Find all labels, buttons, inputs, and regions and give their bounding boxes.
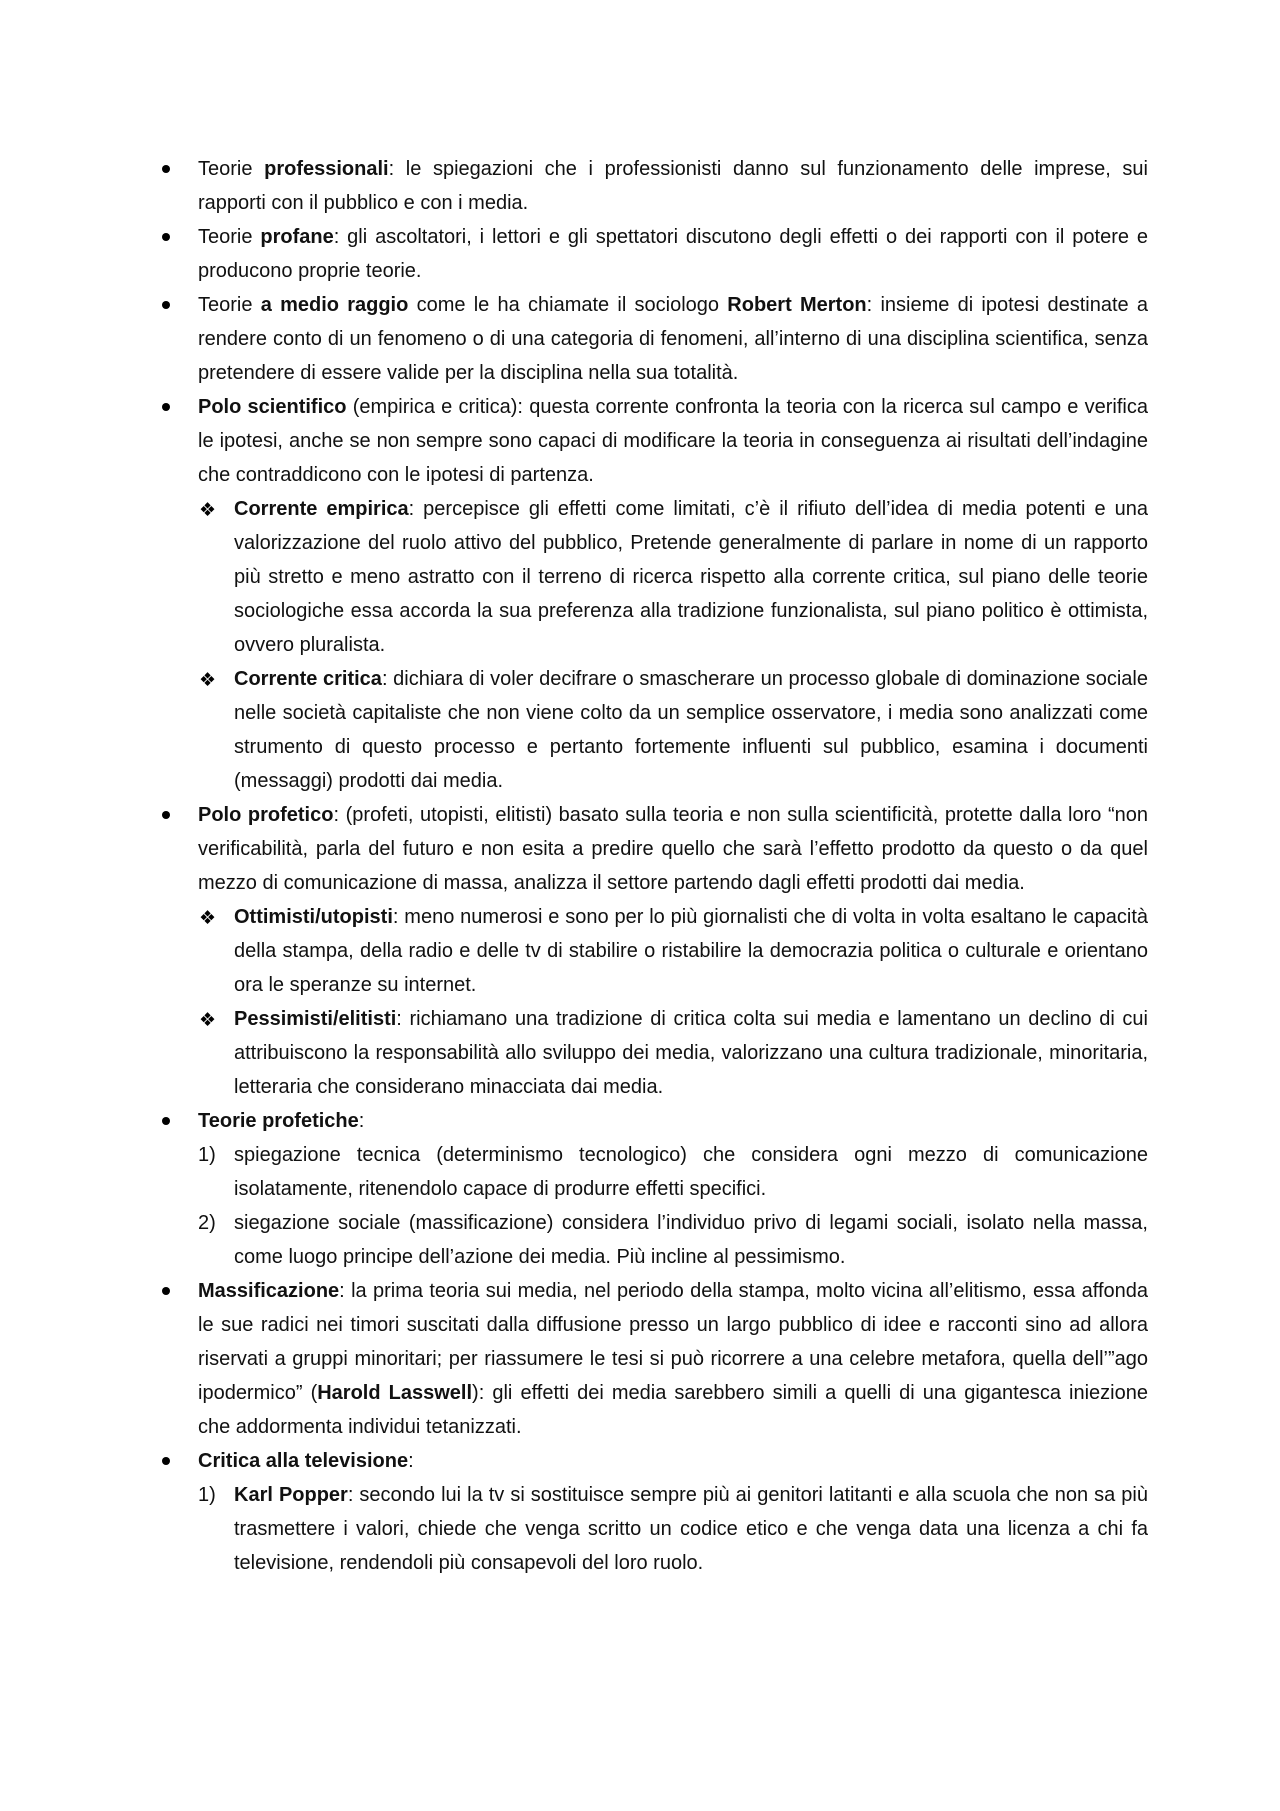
sub-item-text: : dichiara di voler decifrare o smascherare un processo globale di dominazione sociale nelle società capitaliste che non viene colto da un semplice osservatore, i media sono analizzati come strumento di questo processo e pertanto fortemente influenti sul pubblico, esamina i documenti (messaggi) prodotti dai media. <box>234 668 1148 792</box>
bullet-icon <box>162 403 170 411</box>
item-person: Robert Merton <box>727 294 867 316</box>
item-text: : la prima teoria sui media, nel periodo della stampa, molto vicina all’elitismo, essa affonda le sue radici nei timori suscitati dalla diffusione presso un largo pubblico di idee e racconti sino ad allora riservati a gruppi minoritari; per riassumere le tesi si può ricorrere a una celebre metafora, quella dell’”ago ipodermico” ( <box>198 1280 1148 1404</box>
item-text: : <box>408 1450 414 1472</box>
item-term: professionali <box>264 158 389 180</box>
bullet-icon <box>162 301 170 309</box>
list-item-polo-profetico <box>160 798 1148 1104</box>
item-term: a medio raggio <box>260 294 409 316</box>
four-diamond-icon: ❖ <box>199 669 217 691</box>
sub-item-term: Ottimisti/utopisti <box>234 906 393 928</box>
sub-item-corrente-empirica <box>198 492 1148 662</box>
list-item-massificazione <box>160 1274 1148 1444</box>
item-person: Harold Lasswell <box>317 1382 473 1404</box>
numbered-item-2 <box>198 1206 1148 1274</box>
bullet-list <box>160 152 1148 1580</box>
numbered-item-1 <box>198 1478 1148 1580</box>
item-term: Teorie profetiche <box>198 1110 359 1132</box>
list-item-teorie-medio-raggio <box>160 288 1148 390</box>
bullet-icon <box>162 165 170 173</box>
item-term: Massificazione <box>198 1280 340 1302</box>
list-item-polo-scientifico <box>160 390 1148 798</box>
item-text: : le spiegazioni che i professionisti danno sul funzionamento delle imprese, sui rapporti con il pubblico e con i media. <box>198 158 1148 214</box>
item-term: profane <box>260 226 334 248</box>
item-text: : insieme di ipotesi destinate a rendere conto di un fenomeno o di una categoria di fenomeni, all’interno di una disciplina scientifica, senza pretendere di essere valide per la disciplina nella sua totalità. <box>198 294 1149 384</box>
bullet-icon <box>162 1117 170 1125</box>
item-text: (empirica e critica): questa corrente confronta la teoria con la ricerca sul campo e verifica le ipotesi, anche se non sempre sono capaci di modificare la teoria in conseguenza ai risultati dell’indagine che contraddicono con le ipotesi di partenza. <box>198 396 1148 486</box>
item-person: Karl Popper <box>234 1484 348 1506</box>
item-term: Critica alla televisione <box>198 1450 409 1472</box>
list-item-teorie-professionali <box>160 152 1148 220</box>
four-diamond-icon: ❖ <box>199 907 217 929</box>
item-term: Polo scientifico <box>198 396 347 418</box>
item-text: : gli ascoltatori, i lettori e gli spettatori discutono degli effetti o dei rapporti con il potere e producono proprie teorie. <box>198 226 1148 282</box>
sub-item-ottimisti <box>198 900 1148 1002</box>
item-number: 1) <box>198 1484 216 1506</box>
item-text: : <box>358 1110 365 1132</box>
four-diamond-icon: ❖ <box>199 1009 217 1031</box>
item-text: Teorie <box>198 158 265 180</box>
sub-item-term: Corrente critica <box>234 668 382 690</box>
list-item-teorie-profetiche <box>160 1104 1148 1274</box>
sub-item-pessimisti <box>198 1002 1148 1104</box>
four-diamond-icon: ❖ <box>199 499 217 521</box>
sub-item-text: : meno numerosi e sono per lo più giornalisti che di volta in volta esaltano le capacità della stampa, della radio e delle tv di stabilire o ristabilire la democrazia politica o culturale e orientano ora le speranze su internet. <box>234 906 1148 996</box>
item-text: Teorie <box>198 294 261 316</box>
item-term: Polo profetico <box>198 804 334 826</box>
item-number: 1) <box>198 1144 216 1166</box>
numbered-item-text: : secondo lui la tv si sostituisce sempre più ai genitori latitanti e alla scuola che non sa più trasmettere i valori, chiede che venga scritto un codice etico e che venga data una licenza a chi fa televisione, rendendoli più consapevoli del loro ruolo. <box>234 1484 1149 1574</box>
sub-item-corrente-critica <box>198 662 1148 798</box>
numbered-item-text: siegazione sociale (massificazione) considera l’individuo privo di legami sociali, isolato nella massa, come luogo principe dell’azione dei media. Più incline al pessimismo. <box>234 1212 1148 1268</box>
bullet-icon <box>162 233 170 241</box>
list-item-teorie-profane <box>160 220 1148 288</box>
item-text: Teorie <box>198 226 261 248</box>
item-number: 2) <box>198 1212 216 1234</box>
numbered-item-text: spiegazione tecnica (determinismo tecnologico) che considera ogni mezzo di comunicazione isolatamente, ritenendolo capace di produrre effetti specifici. <box>234 1144 1148 1200</box>
bullet-icon <box>162 811 170 819</box>
bullet-icon <box>162 1287 170 1295</box>
item-text: come le ha chiamate il sociologo <box>408 294 728 316</box>
item-text: ): gli effetti dei media sarebbero simili a quelli di una gigantesca iniezione che addormenta individui tetanizzati. <box>198 1382 1148 1438</box>
list-item-critica-televisione <box>160 1444 1148 1580</box>
sub-item-term: Pessimisti/elitisti <box>234 1008 397 1030</box>
sub-item-text: : richiamano una tradizione di critica colta sui media e lamentano un declino di cui attribuiscono la responsabilità allo sviluppo dei media, valorizzano una cultura tradizionale, minoritaria, letteraria che considerano minacciata dai media. <box>234 1008 1148 1098</box>
sub-item-term: Corrente empirica <box>234 498 409 520</box>
item-text: : (profeti, utopisti, elitisti) basato sulla teoria e non sulla scientificità, protette dalla loro “non verificabilità, parla del futuro e non esita a predire quello che sarà l’effetto prodotto da questo o da quel mezzo di comunicazione di massa, analizza il settore partendo dagli effetti prodotti dai media. <box>198 804 1148 894</box>
sub-item-text: : percepisce gli effetti come limitati, c’è il rifiuto dell’idea di media potenti e una valorizzazione del ruolo attivo del pubblico, Pretende generalmente di parlare in nome di un rapporto più stretto e meno astratto con il terreno di ricerca rispetto alla corrente critica, sul piano delle teorie sociologiche essa accorda la sua preferenza alla tradizione funzionalista, sul piano politico è ottimista, ovvero pluralista. <box>234 498 1149 656</box>
numbered-item-1 <box>198 1138 1148 1206</box>
bullet-icon <box>162 1457 170 1465</box>
